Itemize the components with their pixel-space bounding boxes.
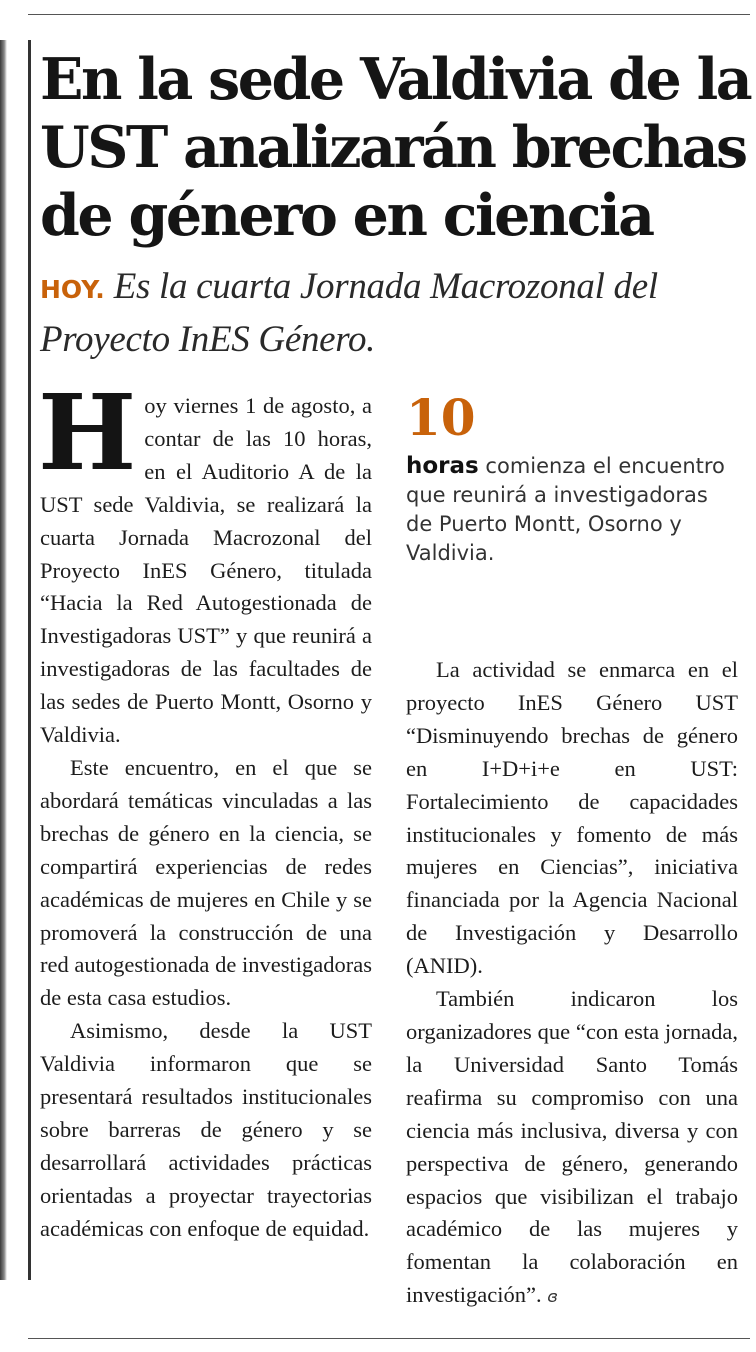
body-column-2	[406, 654, 738, 1314]
top-rule	[28, 14, 750, 15]
subheadline: Es la cuarta Jornada Macrozonal del Proyecto InES Género.	[40, 266, 658, 360]
column-divider	[28, 40, 31, 1280]
callout-text	[406, 452, 738, 568]
bottom-rule	[28, 1338, 750, 1339]
adjacent-photo-edge	[0, 40, 7, 1280]
end-mark-icon: ɞ	[547, 1287, 558, 1307]
paragraph-2: Este encuentro, en el que se abordará temáticas vinculadas a las brechas de género en la ciencia, se compartirá experiencias de redes académicas de mujeres en Chile y se promoverá la construcción de una red autogestionada de investigadoras de esta casa estudios.	[40, 754, 372, 1011]
subheadline-block	[40, 262, 752, 365]
paragraph-1	[38, 371, 372, 752]
kicker: HOY.	[40, 275, 105, 304]
paragraph-5	[406, 983, 738, 1314]
paragraph-5-text: También indicaron los organizadores que “con esta jornada, la Universidad Santo Tomás reafirma su compromiso con una ciencia más inclusiva, diversa y con perspectiva de género, generando espacios que visibilizan el trabajo académico de las mujeres y fomentan la colaboración en investigación”.	[406, 986, 738, 1308]
drop-cap: H	[38, 371, 137, 494]
body-column-1	[38, 371, 372, 1246]
fact-callout	[406, 390, 738, 568]
headline: En la sede Valdivia de la UST analizarán brechas de género en ciencia	[40, 46, 751, 249]
callout-description: comienza el encuentro que reunirá a investigadoras de Puerto Montt, Osorno y Valdivia.	[406, 454, 725, 565]
paragraph-3: Asimismo, desde la UST Valdivia informaron que se presentará resultados institucionales sobre barreras de género y se desarrollará actividades prácticas orientadas a proyectar trayectorias académicas con enfoque de equidad.	[40, 1018, 372, 1241]
callout-number: 10	[406, 388, 476, 447]
paragraph-4: La actividad se enmarca en el proyecto InES Género UST “Disminuyendo brechas de género en I+D+i+e en UST: Fortalecimiento de capacidades institucionales y fomento de más mujeres en Ciencias”, iniciativa financiada por la Agencia Nacional de Investigación y Desarrollo (ANID).	[406, 657, 738, 979]
paragraph-1-text: oy viernes 1 de agosto, a contar de las 10 horas, en el Auditorio A de la UST sede Valdivia, se realizará la cuarta Jornada Macrozonal del Proyecto InES Género, titulada “Hacia la Red Autogestionada de Investigadoras UST” y que reunirá a investigadoras de las facultades de las sedes de Puerto Montt, Osorno y Valdivia.	[40, 393, 372, 748]
callout-unit: horas	[406, 453, 479, 479]
